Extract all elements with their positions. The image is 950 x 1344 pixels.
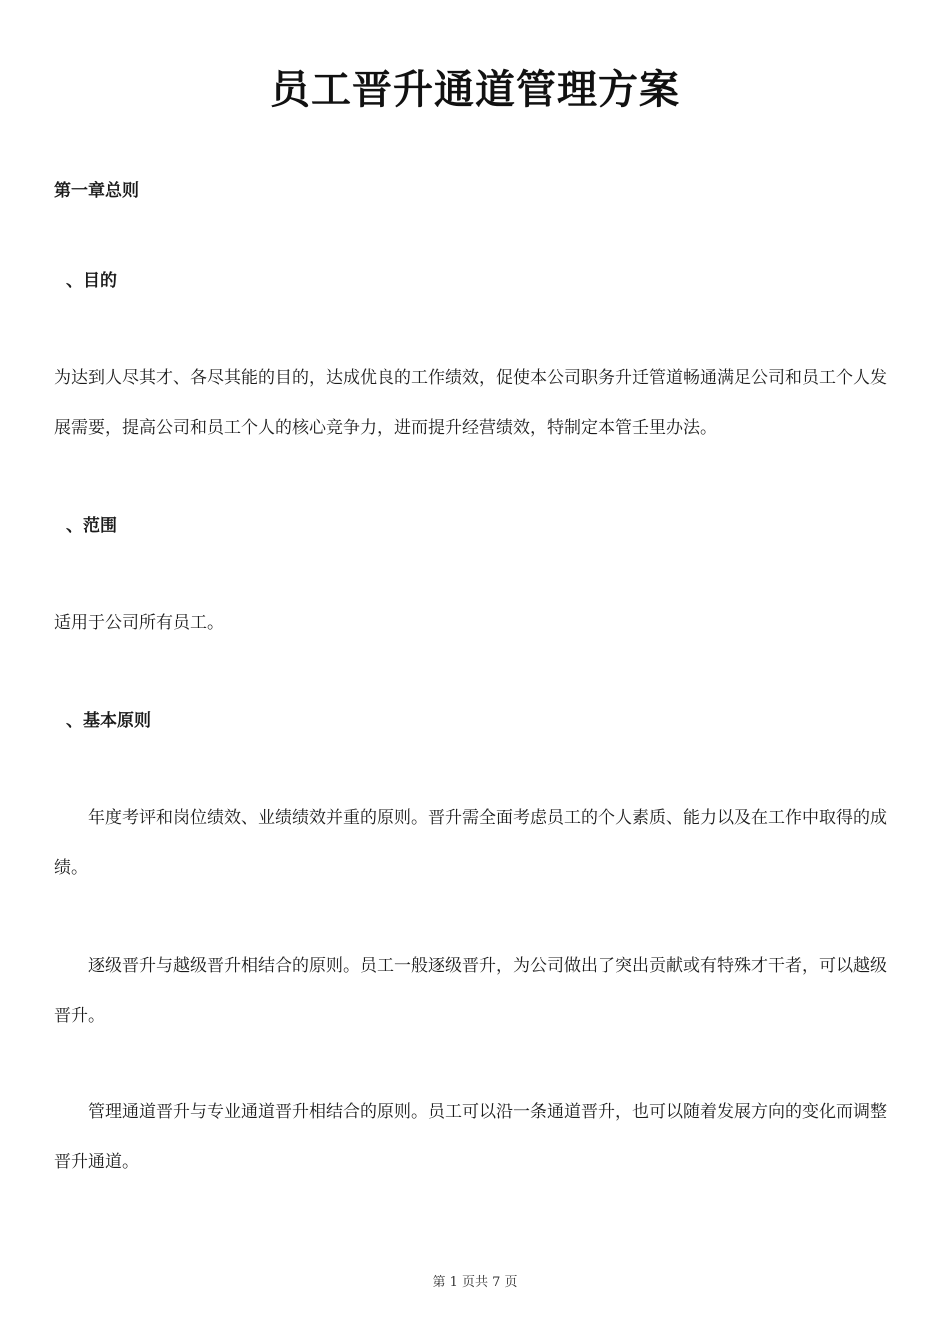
paragraph-principle-3: 管理通道晋升与专业通道晋升相结合的原则。员工可以沿一条通道晋升，也可以随着发展方向的变化而调整晋升通道。 [54, 1102, 887, 1172]
section-heading-scope: 、范围 [66, 516, 117, 536]
page-number-footer: 第 1 页共 7 页 [432, 1275, 518, 1290]
document-title: 员工晋升通道管理方案 [270, 67, 680, 113]
paragraph-scope: 适用于公司所有员工。 [54, 613, 224, 633]
section-heading-principles: 、基本原则 [66, 711, 151, 731]
paragraph-principle-1: 年度考评和岗位绩效、业绩绩效并重的原则。晋升需全面考虑员工的个人素质、能力以及在工作中取得的成绩。 [54, 808, 887, 878]
paragraph-purpose: 为达到人尽其才、各尽其能的目的，达成优良的工作绩效，促使本公司职务升迁管道畅通满足公司和员工个人发展需要，提高公司和员工个人的核心竞争力，进而提升经营绩效，特制定本管壬里办法。 [54, 368, 887, 438]
chapter-heading: 第一章总则 [54, 181, 139, 201]
section-heading-purpose: 、目的 [66, 271, 117, 291]
paragraph-principle-2: 逐级晋升与越级晋升相结合的原则。员工一般逐级晋升，为公司做出了突出贡献或有特殊才干者，可以越级晋升。 [54, 956, 887, 1026]
